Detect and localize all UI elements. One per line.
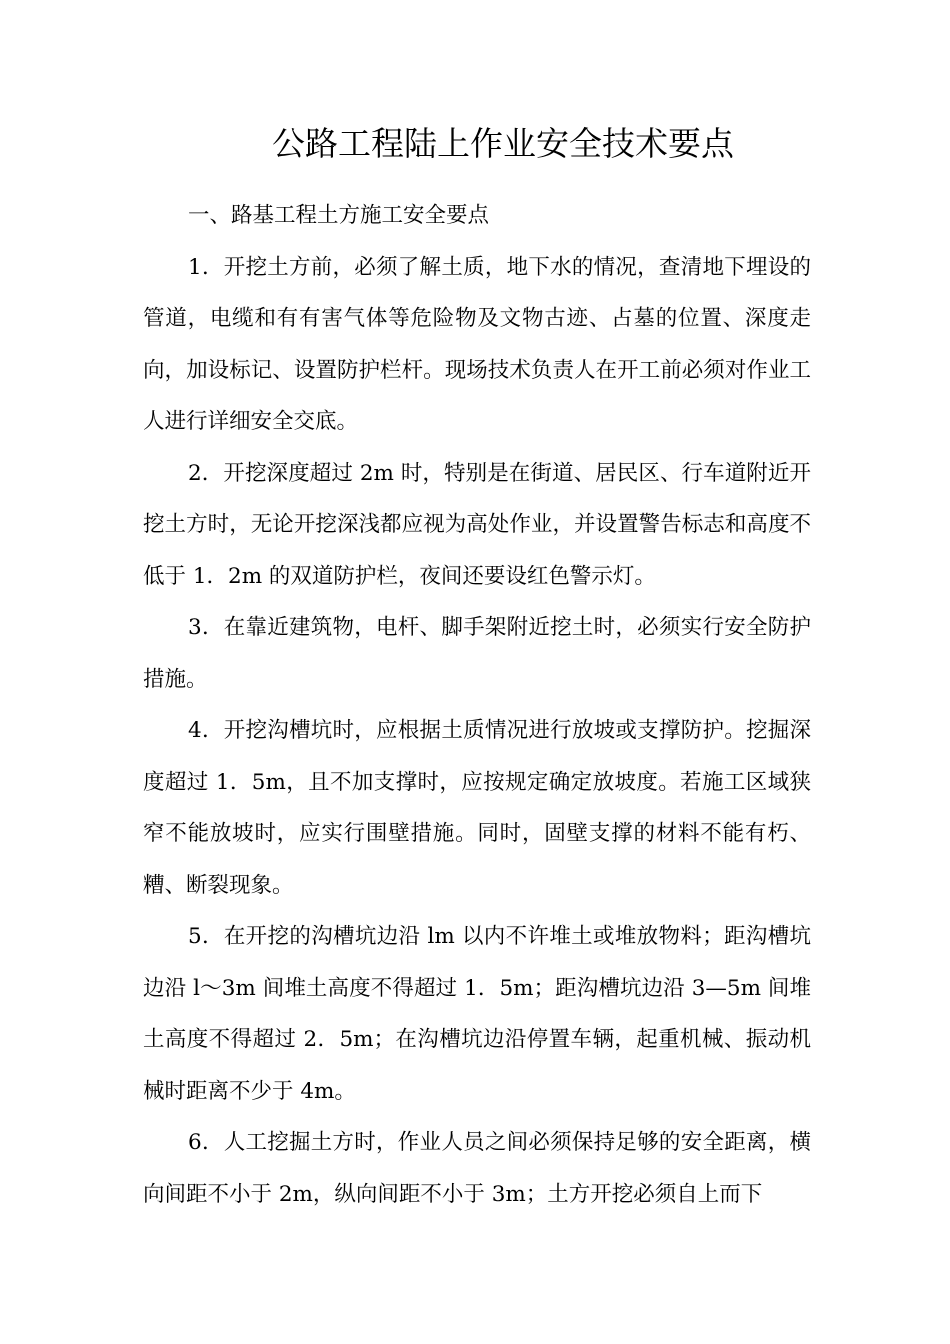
paragraph-2: 2．开挖深度超过 2m 时，特别是在街道、居民区、行车道附近开挖土方时，无论开挖深浅都应视为高处作业，并设置警告标志和高度不低于 1．2m 的双道防护栏，夜间还要设红色警示灯。: [143, 460, 811, 589]
paragraph-6: 6．人工挖掘土方时，作业人员之间必须保持足够的安全距离，横向间距不小于 2m，纵向间距不小于 3m；土方开挖必须自上而下: [143, 1130, 811, 1207]
paragraph-5: 5．在开挖的沟槽坑边沿 lm 以内不许堆土或堆放物料；距沟槽坑边沿 l～3m 间堆土高度不得超过 1．5m；距沟槽坑边沿 3—5m 间堆土高度不得超过 2．5m；在沟槽坑边沿停置车辆，起重机械、振动机械时距离不少于 4m。: [143, 924, 811, 1104]
paragraph-1: 1．开挖土方前，必须了解土质，地下水的情况，查清地下埋设的管道，电缆和有有害气体等危险物及文物古迹、占墓的位置、深度走向，加设标记、设置防护栏杆。现场技术负责人在开工前必须对作业工人进行详细安全交底。: [143, 254, 811, 434]
paragraph-4: 4．开挖沟槽坑时，应根据土质情况进行放坡或支撑防护。挖掘深度超过 1．5m，且不加支撑时，应按规定确定放坡度。若施工区域狭窄不能放坡时，应实行围壁措施。同时，固壁支撑的材料不能有朽、糟、断裂现象。: [143, 718, 811, 898]
paragraph-3: 3．在靠近建筑物，电杆、脚手架附近挖土时，必须实行安全防护措施。: [143, 615, 811, 692]
document-body: [143, 190, 811, 1220]
section-heading: 一、路基工程土方施工安全要点: [188, 203, 490, 228]
document-title: 公路工程陆上作业安全技术要点: [272, 124, 734, 163]
